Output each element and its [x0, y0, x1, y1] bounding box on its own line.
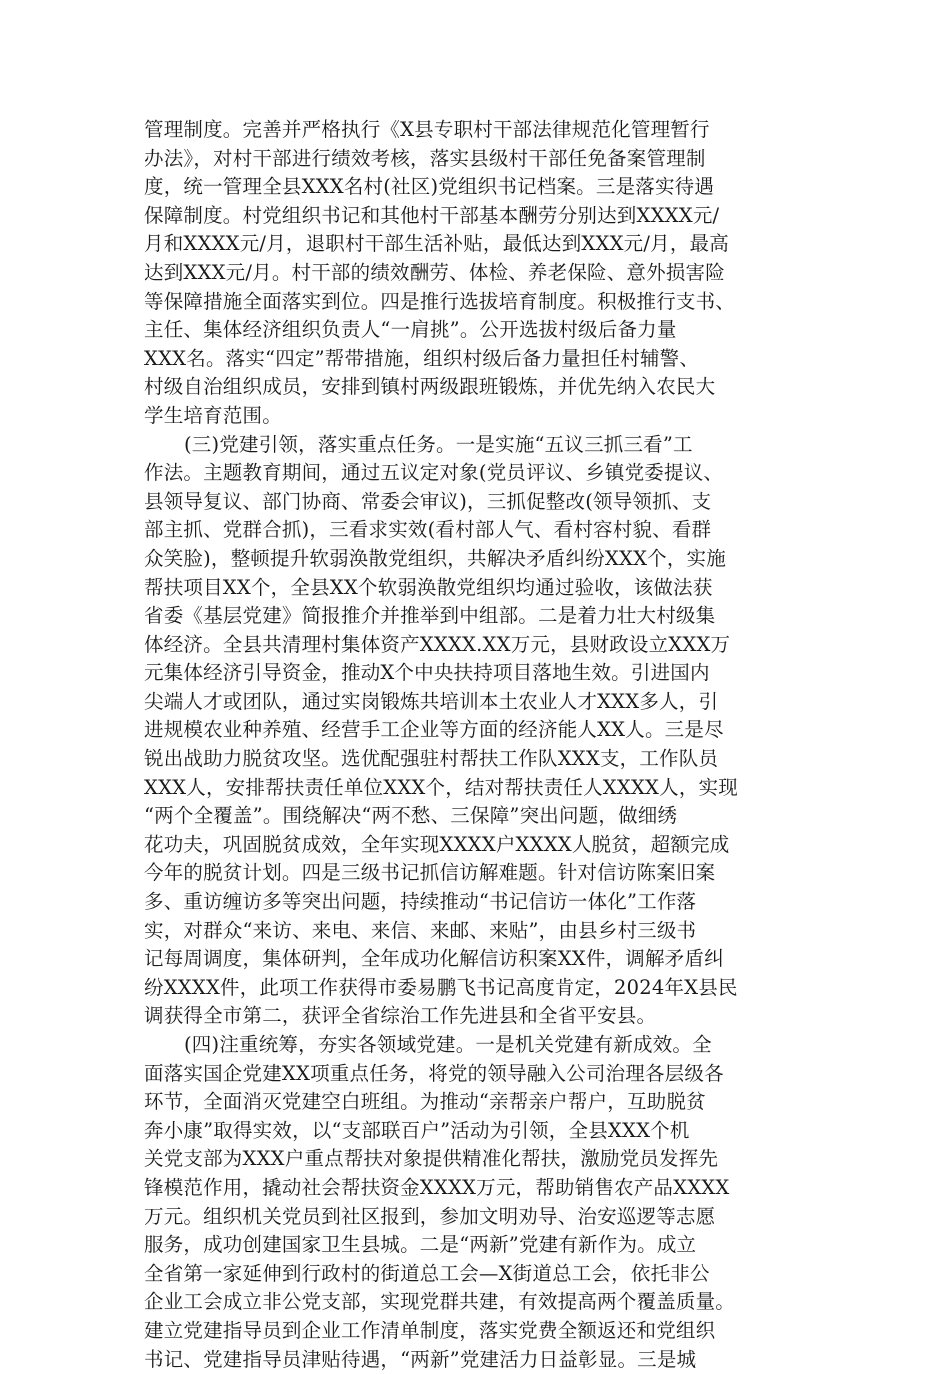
- text-line: 锐出战助力脱贫攻坚。选优配强驻村帮扶工作队XXX支，工作队员: [144, 747, 719, 771]
- text-line: 记每周调度，集体研判，全年成功化解信访积案XX件，调解矛盾纠: [144, 947, 724, 971]
- document-body: [144, 116, 824, 1374]
- text-line: 建立党建指导员到企业工作清单制度，落实党费全额返还和党组织: [144, 1318, 716, 1342]
- text-line: 作法。主题教育期间，通过五议定对象(党员评议、乡镇党委提议、: [144, 461, 724, 485]
- text-line: 月和XXXX元/月，退职村干部生活补贴，最低达到XXX元/月，最高: [144, 232, 729, 256]
- text-line: 调获得全市第二，获评全省综治工作先进县和全省平安县。: [144, 1004, 657, 1028]
- text-line: 县领导复议、部门协商、常委会审议)，三抓促整改(领导领抓、支: [144, 489, 712, 513]
- text-line: 帮扶项目XX个，全县XX个软弱涣散党组织均通过验收，该做法获: [144, 575, 713, 599]
- text-line: 学生培育范围。: [144, 403, 282, 427]
- text-line: 管理制度。完善并严格执行《X县专职村干部法律规范化管理暂行: [144, 118, 710, 141]
- text-line: 环节，全面消灭党建空白班组。为推动“亲帮亲户帮户，互助脱贫: [144, 1090, 706, 1114]
- text-line: 办法》，对村干部进行绩效考核，落实县级村干部任免备案管理制: [144, 146, 706, 170]
- text-line: 今年的脱贫计划。四是三级书记抓信访解难题。针对信访陈案旧案: [144, 861, 716, 885]
- text-line: “两个全覆盖”。围绕解决“两不愁、三保障”突出问题，做细绣: [144, 804, 678, 828]
- text-line: 度，统一管理全县XXX名村(社区)党组织书记档案。三是落实待遇: [144, 175, 715, 199]
- paragraph-heading-4: (四)注重统筹，夯实各领域党建。一是机关党建有新成效。全: [184, 1033, 712, 1056]
- text-line: 主任、集体经济组织负责人“一肩挑”。公开选拔村级后备力量: [144, 318, 677, 342]
- text-line: XXX人，安排帮扶责任单位XXX个，结对帮扶责任人XXXX人，实现: [144, 775, 738, 799]
- text-line: 众笑脸)，整顿提升软弱涣散党组织，共解决矛盾纠纷XXX个，实施: [144, 546, 726, 570]
- text-line: 全省第一家延伸到行政村的街道总工会—X街道总工会，依托非公: [144, 1261, 710, 1285]
- text-line: 奔小康”取得实效，以“支部联百户”活动为引领，全县XXX个机: [144, 1118, 690, 1142]
- text-line: 多、重访缠访多等突出问题，持续推动“书记信访一体化”工作落: [144, 890, 697, 914]
- text-line: 体经济。全县共清理村集体资产XXXX.XX万元，县财政设立XXX万: [144, 632, 731, 656]
- text-line: 花功夫，巩固脱贫成效，全年实现XXXX户XXXX人脱贫，超额完成: [144, 832, 730, 856]
- text-line: 万元。组织机关党员到社区报到，参加文明劝导、治安巡逻等志愿: [144, 1204, 716, 1228]
- text-line: 关党支部为XXX户重点帮扶对象提供精准化帮扶，激励党员发挥先: [144, 1147, 719, 1171]
- text-line: 锋模范作用，撬动社会帮扶资金XXXX万元，帮助销售农产品XXXX: [144, 1175, 730, 1199]
- text-line: XXX名。落实“四定”帮带措施，组织村级后备力量担任村辅警、: [144, 346, 700, 370]
- text-line: 省委《基层党建》简报推介并推举到中组部。二是着力壮大村级集: [144, 604, 716, 628]
- text-line: 面落实国企党建XX项重点任务，将党的领导融入公司治理各层级各: [144, 1061, 724, 1085]
- text-line: 书记、党建指导员津贴待遇，“两新”党建活力日益彰显。三是城: [144, 1347, 697, 1371]
- text-line: 达到XXX元/月。村干部的绩效酬劳、体检、养老保险、意外损害险: [144, 260, 725, 284]
- text-line: 进规模农业种养殖、经营手工企业等方面的经济能人XX人。三是尽: [144, 718, 724, 742]
- paragraph-heading-3: (三)党建引领，落实重点任务。一是实施“五议三抓三看”工: [184, 432, 693, 456]
- text-line: 村级自治组织成员，安排到镇村两级跟班锻炼，并优先纳入农民大: [144, 375, 716, 399]
- text-line: 部主抓、党群合抓)，三看求实效(看村部人气、看村容村貌、看群: [144, 518, 712, 542]
- text-line: 企业工会成立非公党支部，实现党群共建，有效提高两个覆盖质量。: [144, 1290, 736, 1314]
- text-line: 服务，成功创建国家卫生县城。二是“两新”党建有新作为。成立: [144, 1233, 697, 1257]
- text-line: 保障制度。村党组织书记和其他村干部基本酬劳分别达到XXXX元/: [144, 203, 720, 227]
- text-line: 纷XXXX件，此项工作获得市委易鹏飞书记高度肯定，2024年X县民: [144, 975, 738, 999]
- text-line: 尖端人才或团队，通过实岗锻炼共培训本土农业人才XXX多人，引: [144, 689, 719, 713]
- text-line: 元集体经济引导资金，推动X个中央扶持项目落地生效。引进国内: [144, 661, 710, 685]
- text-line: 等保障措施全面落实到位。四是推行选拔培育制度。积极推行支书、: [144, 289, 736, 313]
- text-line: 实，对群众“来访、来电、来信、来邮、来贴”，由县乡村三级书: [144, 918, 697, 942]
